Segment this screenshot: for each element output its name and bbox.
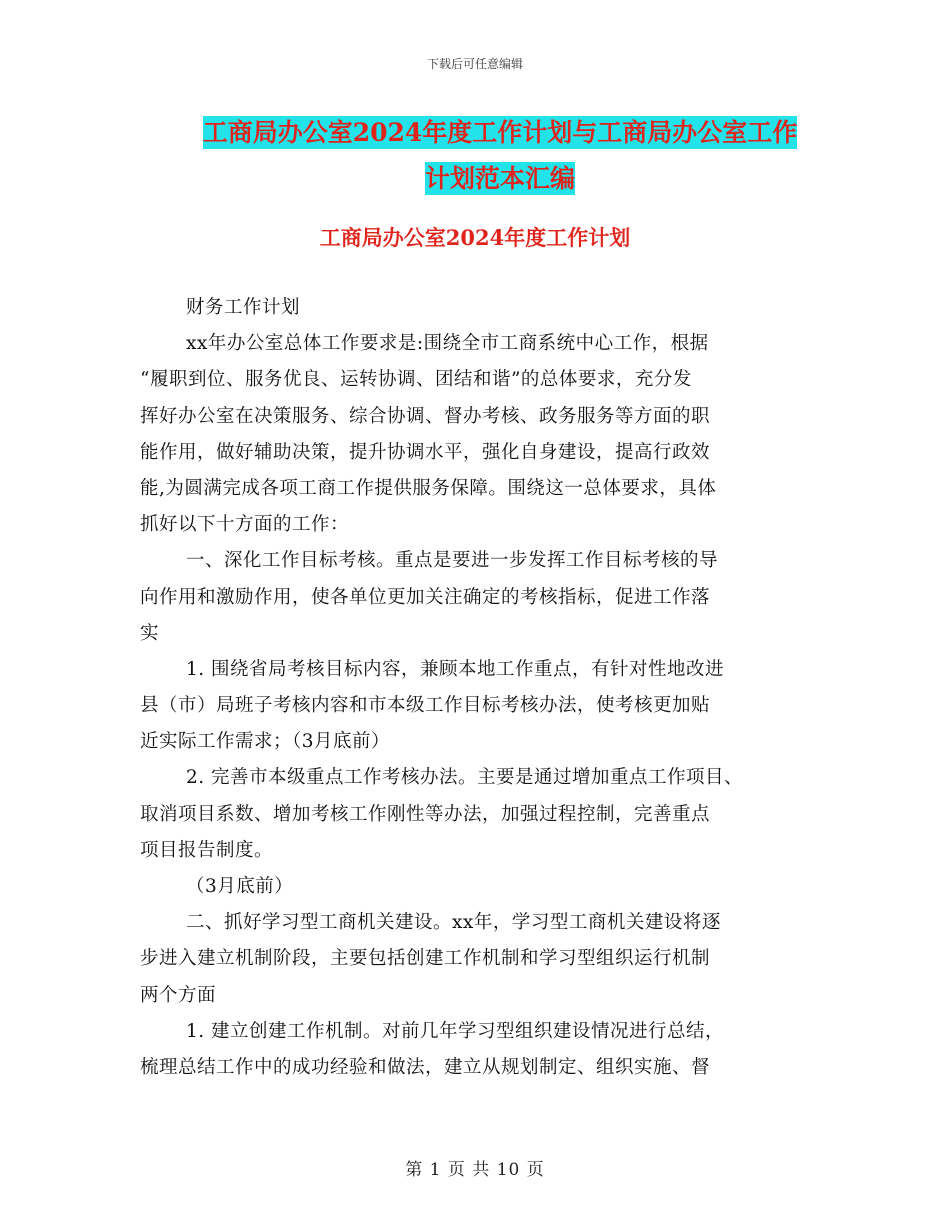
body-line: 财务工作计划: [186, 297, 301, 318]
body-line: 2. 完善市本级重点工作考核办法。主要是通过增加重点工作项目、: [186, 767, 744, 789]
body-line: 一、深化工作目标考核。重点是要进一步发挥工作目标考核的导: [186, 550, 719, 572]
page-footer: 第 1 页 共 10 页: [405, 1160, 545, 1180]
body-line: xx年办公室总体工作要求是:围绕全市工商系统中心工作，根据: [186, 333, 709, 355]
body-line: 向作用和激励作用，使各单位更加关注确定的考核指标，促进工作落: [140, 586, 711, 608]
document-title: [150, 110, 850, 202]
body-line: 项目报告制度。: [140, 839, 274, 861]
body-text: [140, 290, 820, 1086]
body-line: 两个方面: [140, 984, 217, 1006]
body-line: 县（市）局班子考核内容和市本级工作目标考核办法，使考核更加贴: [140, 695, 711, 717]
header-note: 下载后可任意编辑: [426, 57, 523, 71]
body-line: 近实际工作需求；（3月底前）: [140, 731, 391, 753]
body-line: 取消项目系数、增加考核工作刚性等办法，加强过程控制，完善重点: [140, 803, 711, 825]
body-line: 步进入建立机制阶段，主要包括创建工作机制和学习型组织运行机制: [140, 948, 711, 970]
body-line: 1. 建立创建工作机制。对前几年学习型组织建设情况进行总结，: [186, 1020, 725, 1042]
section-title: 工商局办公室2024年度工作计划: [319, 225, 631, 250]
body-line: 能作用，做好辅助决策，提升协调水平，强化自身建设，提高行政效: [140, 441, 711, 463]
body-line: 能,为圆满完成各项工商工作提供服务保障。围绕这一总体要求，具体: [140, 477, 717, 499]
body-line: “履职到位、服务优良、运转协调、团结和谐”的总体要求，充分发: [140, 369, 692, 391]
title-line-1: 工商局办公室2024年度工作计划与工商局办公室工作: [202, 118, 798, 147]
body-line: 实: [140, 622, 160, 644]
body-line: 二、抓好学习型工商机关建设。xx年，学习型工商机关建设将逐: [186, 912, 721, 934]
title-line-2: 计划范本汇编: [424, 164, 575, 193]
body-line: 抓好以下十方面的工作：: [140, 514, 350, 536]
body-line: （3月底前）: [186, 876, 294, 897]
body-line: 梳理总结工作中的成功经验和做法，建立从规划制定、组织实施、督: [140, 1056, 711, 1078]
body-line: 1. 围绕省局考核目标内容，兼顾本地工作重点，有针对性地改进: [186, 658, 725, 680]
body-line: 挥好办公室在决策服务、综合协调、督办考核、政务服务等方面的职: [140, 405, 711, 427]
